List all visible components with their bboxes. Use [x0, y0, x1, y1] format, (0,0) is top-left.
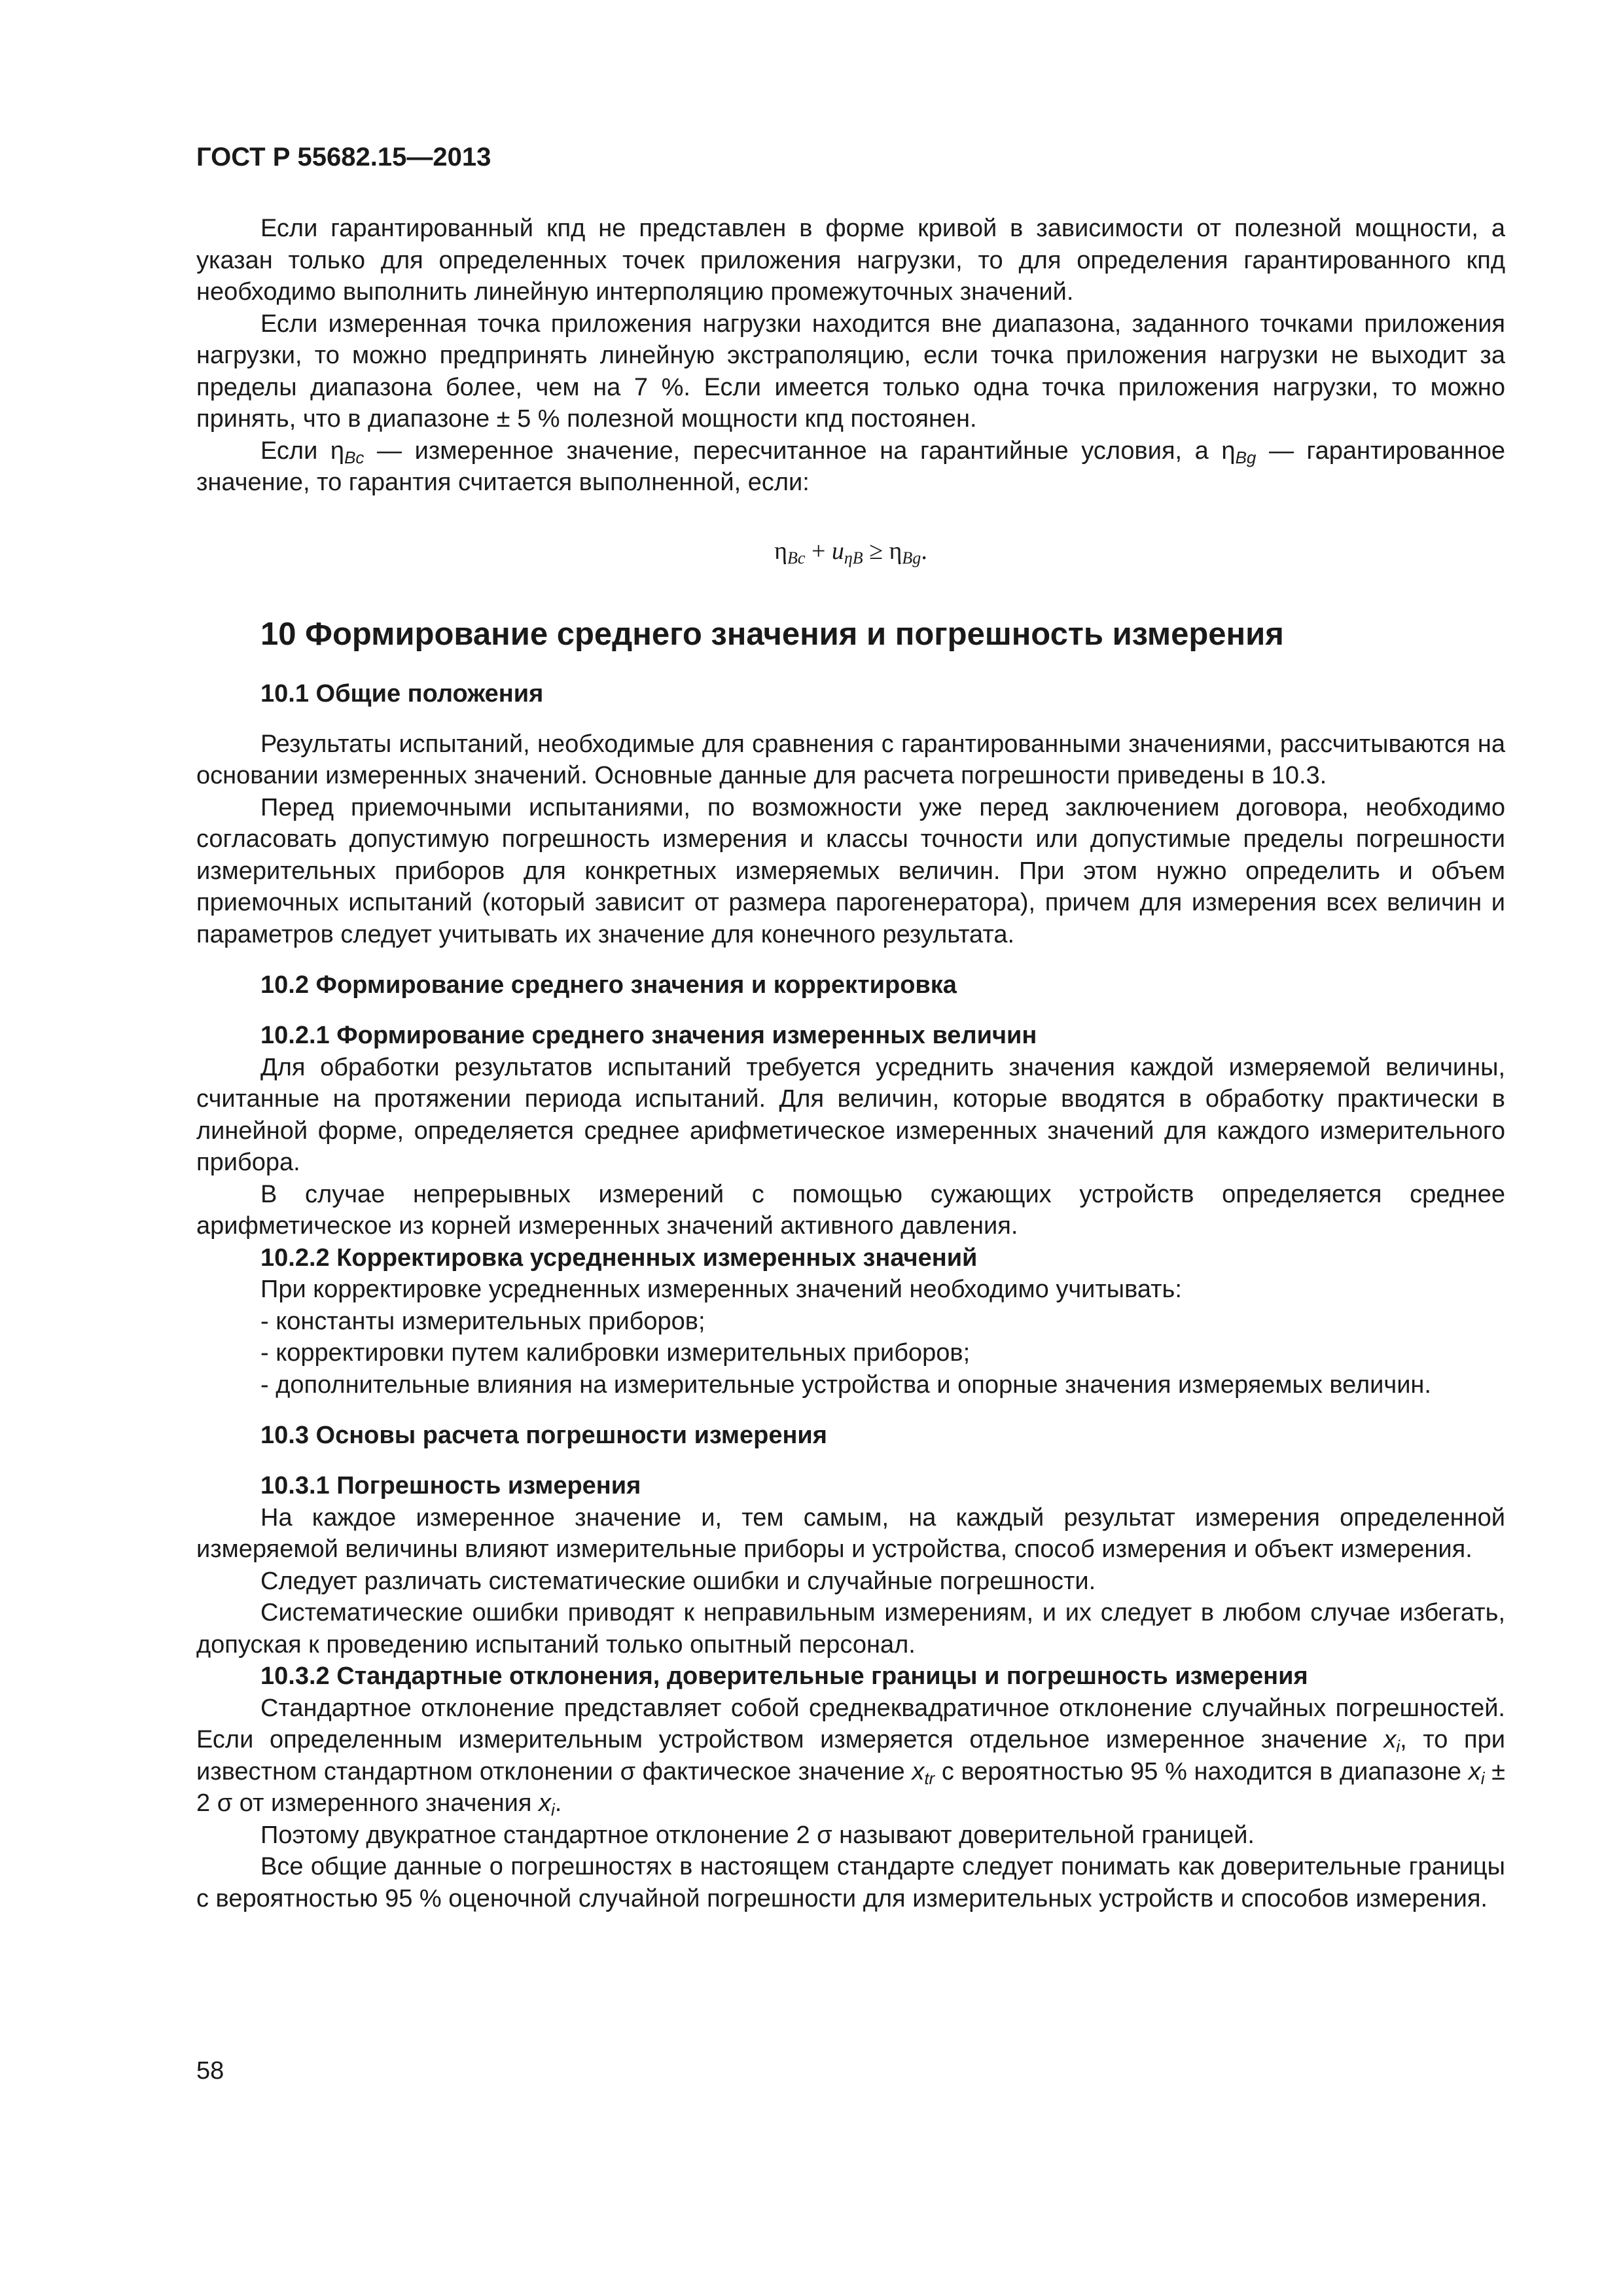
list-item: - дополнительные влияния на измерительные устройства и опорные значения измеряемых величин. [260, 1369, 1505, 1401]
subsection-title: 10.3 Основы расчета погрешности измерения [260, 1422, 827, 1449]
section-title: 10 Формирование среднего значения и погрешность измерения [260, 616, 1284, 652]
paragraph: В случае непрерывных измерений с помощью сужающих устройств определяется среднее арифметическое из корней измеренных значений активного давления. [196, 1180, 1505, 1240]
paragraph: Систематические ошибки приводят к неправильным измерениям, и их следует в любом случае избегать, допуская к проведению испытаний только опытный персонал. [196, 1599, 1505, 1659]
symbol-eta: η [330, 437, 345, 465]
list-item: - константы измерительных приборов; [260, 1306, 1505, 1338]
clause-title: 10.3.1 Погрешность измерения [260, 1472, 641, 1499]
paragraph: Все общие данные о погрешностях в настоящем стандарте следует понимать как доверительные границы с вероятностью 95 % оценочной случайной погрешности для измерительных устройств и способов измерения. [196, 1853, 1505, 1912]
paragraph: Результаты испытаний, необходимые для сравнения с гарантированными значениями, рассчитываются на основании измеренных значений. Основные данные для расчета погрешности приведены в 10.3. [196, 730, 1505, 789]
paragraph: Для обработки результатов испытаний требуется усреднить значения каждой измеряемой величины, считанные на протяжении периода испытаний. Для величин, которые вводятся в обработку практически в линейной форме, определяется среднее арифметическое измеренных значений для каждого измерительного прибора. [196, 1053, 1505, 1176]
subsection-title: 10.2 Формирование среднего значения и корректировка [260, 971, 957, 999]
paragraph: Если измеренная точка приложения нагрузки находится вне диапазона, заданного точками приложения нагрузки, то можно предпринять линейную экстраполяцию, если точка приложения нагрузки не выходит за пределы диапазона более, чем на 7 %. Если имеется только одна точка приложения нагрузки, то можно принять, что в диапазоне ± 5 % полезной мощности кпд постоянен. [196, 310, 1505, 433]
page-number: 58 [196, 2057, 224, 2085]
document-page [196, 141, 1505, 2196]
dash-list [196, 1306, 1505, 1401]
paragraph: Поэтому двукратное стандартное отклонение 2 σ называют доверительной границей. [260, 1821, 1255, 1849]
clause-title: 10.2.2 Корректировка усредненных измеренных значений [260, 1244, 978, 1272]
paragraph: Если $\eta_{Bc}$ — измеренное значение, пересчитанное на гарантийные условия, а $\eta_{Bg}$ — гарантированное значение, то гарантия считается выполненной, если: [196, 437, 1505, 496]
symbol-eta: η [1221, 437, 1236, 465]
paragraph: На каждое измеренное значение и, тем самым, на каждый результат измерения определенной измеряемой величины влияют измерительные приборы и устройства, способ измерения и объект измерения. [196, 1503, 1505, 1563]
paragraph: При корректировке усредненных измеренных значений необходимо учитывать: [260, 1276, 1182, 1303]
paragraph: Следует различать систематические ошибки и случайные погрешности. [260, 1567, 1096, 1595]
clause-title: 10.2.1 Формирование среднего значения измеренных величин [260, 1022, 1037, 1049]
subsection-title: 10.1 Общие положения [260, 679, 544, 708]
document-header: ГОСТ Р 55682.15—2013 [196, 143, 491, 171]
paragraph: Если гарантированный кпд не представлен в форме кривой в зависимости от полезной мощности, а указан только для определенных точек приложения нагрузки, то для определения гарантированного кпд необходимо выполнить линейную интерполяцию промежуточных значений. [196, 215, 1505, 306]
clause-title: 10.3.2 Стандартные отклонения, доверительные границы и погрешность измерения [260, 1662, 1308, 1690]
formula: $\eta_{Bc} + u_{\eta B} \ge \eta_{Bg}$. [774, 537, 927, 567]
paragraph: Перед приемочными испытаниями, по возможности уже перед заключением договора, необходимо согласовать допустимую погрешность измерения и классы точности или допустимые пределы погрешности измерительных приборов для конкретных измеряемых величин. При этом нужно определить и объем приемочных испытаний (который зависит от размера парогенератора), причем для измерения всех величин и параметров следует учитывать их значение для конечного результата. [196, 793, 1505, 948]
paragraph: Стандартное отклонение представляет собой среднеквадратичное отклонение случайных погрешностей. Если определенным измерительным устройством измеряется отдельное измеренное значение $x_i$, то при известном стандартном отклонении σ фактическое значение $x_{tr}$ с вероятностью 95 % находится в диапазоне $x_i \pm 2$ σ от измеренного значения $x_i$. [196, 1694, 1505, 1820]
list-item: - корректировки путем калибровки измерительных приборов; [260, 1337, 1505, 1369]
